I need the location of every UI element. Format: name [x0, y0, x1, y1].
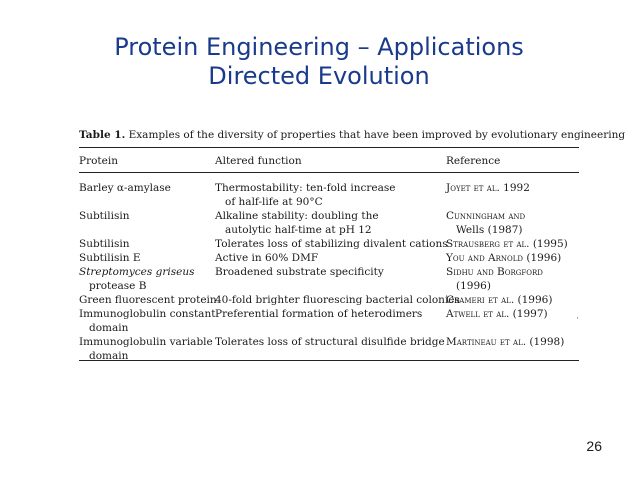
cell-protein — [79, 209, 129, 223]
cell-reference — [446, 307, 548, 321]
table-row — [0, 307, 638, 335]
cell-function — [215, 237, 448, 251]
cell-reference — [446, 293, 552, 307]
table-row — [0, 209, 638, 237]
cell-line: autolytic half-time at pH 12 — [225, 224, 372, 236]
slide-title-line2: Directed Evolution — [208, 62, 430, 90]
cell-reference — [446, 237, 568, 251]
cell-protein — [79, 237, 129, 251]
cell-reference — [446, 181, 530, 195]
table-top-rule — [79, 147, 579, 148]
cell-line: Streptomyces griseus — [79, 266, 195, 278]
slide-title — [0, 33, 638, 91]
cell-function — [215, 335, 445, 349]
cell-function — [215, 181, 395, 209]
cell-protein — [79, 293, 217, 307]
cell-line: Immunoglobulin variable — [79, 336, 213, 348]
cell-function — [215, 293, 460, 307]
cell-line: Preferential formation of heterodimers — [215, 308, 423, 320]
cell-protein — [79, 181, 171, 195]
header-reference: Reference — [446, 155, 501, 167]
page-number: 26 — [586, 438, 602, 454]
cell-line: Tolerates loss of stabilizing divalent cations — [215, 238, 448, 250]
cell-line: (1996) — [456, 280, 491, 292]
cell-function — [215, 265, 384, 279]
cell-function — [215, 251, 318, 265]
cell-line: Subtilisin E — [79, 252, 141, 264]
cell-line: Strausberg et al. (1995) — [446, 238, 568, 250]
cell-reference — [446, 265, 543, 293]
cell-line: Tolerates loss of structural disulfide bridge — [215, 336, 445, 348]
table-caption — [79, 129, 626, 141]
cell-protein — [79, 251, 140, 265]
table-body — [0, 181, 638, 363]
stray-mark: ' — [577, 317, 579, 324]
cell-reference — [446, 209, 525, 237]
table-row — [0, 265, 638, 293]
cell-line: Crameri et al. (1996) — [446, 294, 553, 306]
cell-line: domain — [89, 350, 129, 362]
cell-line: protease B — [89, 280, 147, 292]
cell-line: Barley α-amylase — [79, 182, 171, 194]
cell-line: You and Arnold (1996) — [446, 252, 562, 264]
cell-protein — [79, 335, 213, 363]
table-row — [0, 335, 638, 363]
cell-line: Active in 60% DMF — [215, 252, 319, 264]
cell-line: Alkaline stability: doubling the — [215, 210, 379, 222]
cell-protein — [79, 307, 215, 335]
cell-line: domain — [89, 322, 129, 334]
table-caption-label: Table 1. — [79, 129, 126, 141]
table-header-rule — [79, 172, 579, 173]
cell-line: Subtilisin — [79, 238, 130, 250]
table-row — [0, 251, 638, 265]
cell-function — [215, 209, 379, 237]
cell-line: Subtilisin — [79, 210, 130, 222]
table-bottom-rule — [79, 360, 579, 361]
cell-line: of half-life at 90°C — [225, 196, 323, 208]
cell-line: Thermostability: ten-fold increase — [215, 182, 396, 194]
cell-line: 40-fold brighter fluorescing bacterial colonies — [215, 294, 460, 306]
cell-protein — [79, 265, 194, 293]
cell-line: Joyet et al. 1992 — [446, 182, 530, 194]
table-row — [0, 237, 638, 251]
cell-reference — [446, 335, 564, 349]
cell-line: Immunoglobulin constant — [79, 308, 216, 320]
slide-title-line1: Protein Engineering – Applications — [114, 33, 524, 61]
cell-line: Green fluorescent protein — [79, 294, 217, 306]
cell-line: Broadened substrate specificity — [215, 266, 384, 278]
table-row — [0, 181, 638, 209]
cell-reference — [446, 251, 561, 265]
cell-line: Sidhu and Borgford — [446, 266, 543, 278]
header-protein: Protein — [79, 155, 118, 167]
cell-line: Martineau et al. (1998) — [446, 336, 565, 348]
header-altered-function: Altered function — [215, 155, 302, 167]
table-caption-text: Examples of the diversity of properties that have been improved by evolutionary engineering — [128, 129, 626, 141]
cell-line: Wells (1987) — [456, 224, 523, 236]
cell-line: Atwell et al. (1997) — [446, 308, 548, 320]
cell-function — [215, 307, 422, 321]
table-row — [0, 293, 638, 307]
cell-line: Cunningham and — [446, 210, 526, 222]
